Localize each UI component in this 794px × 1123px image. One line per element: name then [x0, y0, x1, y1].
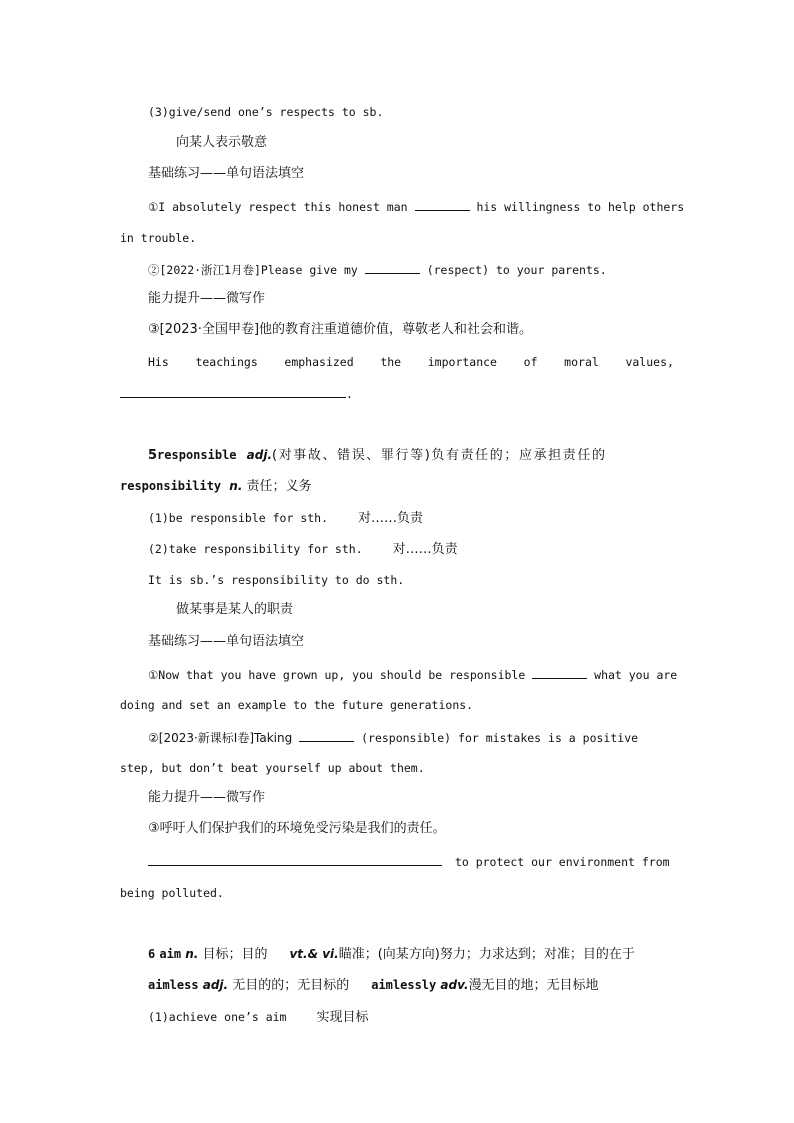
answer-blank	[415, 198, 470, 211]
question-3: ③[2023·全国甲卷]他的教育注重道德价值，尊敬老人和社会和谐。	[148, 322, 533, 337]
phrase-1: (1)be responsible for sth. 对……负责	[148, 511, 424, 526]
entry-aimless: aimless adj. 无目的的；无目标的 aimlessly adv.漫无目的地；无目标地	[148, 978, 599, 993]
question-2: ②[2023·新课标Ⅰ卷]Taking (responsible) for mistakes is a positive	[148, 731, 639, 745]
answer-blank	[120, 385, 346, 398]
headword: aimless	[148, 978, 199, 992]
entry-responsibility: responsibility n. 责任；义务	[120, 479, 312, 494]
answer-blank	[299, 729, 354, 742]
basic-practice-heading: 基础练习——单句语法填空	[148, 166, 305, 181]
question-3-continued: being polluted.	[120, 886, 224, 900]
headword: responsible	[157, 448, 237, 462]
headword: responsibility	[120, 479, 222, 493]
phrase-2: (2)take responsibility for sth. 对……负责	[148, 542, 458, 557]
phrase-3: It is sb.’s responsibility to do sth.	[148, 573, 405, 587]
question-1: ①Now that you have grown up, you should be responsible what you are	[148, 668, 678, 682]
question-2-continued: step, but don’t beat yourself up about them.	[120, 761, 425, 775]
entry-aim: 6 aim n. 目标；目的 vt.& vi.瞄准；(向某方向)努力；力求达到；对准；目的在于	[148, 947, 635, 962]
phrase-3-translation: 做某事是某人的职责	[176, 602, 294, 617]
question-2: ②[2022·浙江1月卷]Please give my (respect) to your parents.	[148, 263, 607, 277]
answer-blank	[148, 853, 442, 866]
question-1-continued: doing and set an example to the future generations.	[120, 698, 474, 712]
advanced-heading: 能力提升——微写作	[148, 291, 266, 306]
phrase-3-translation: 向某人表示敬意	[176, 135, 268, 150]
question-1-continued: in trouble.	[120, 231, 197, 245]
advanced-heading: 能力提升——微写作	[148, 790, 266, 805]
phrase-1: (1)achieve one’s aim 实现目标	[148, 1010, 369, 1025]
headword: aim	[159, 947, 182, 961]
question-3-sentence: His teachings emphasized the importance of moral values,	[148, 355, 674, 369]
basic-practice-heading: 基础练习——单句语法填空	[148, 634, 305, 649]
answer-blank	[365, 261, 420, 274]
phrase-text: (3)give/send one’s respects to sb.	[148, 105, 384, 119]
phrase-3	[148, 104, 383, 120]
answer-blank	[532, 666, 587, 679]
headword: aimlessly	[371, 978, 437, 992]
question-3: ③呼吁人们保护我们的环境免受污染是我们的责任。	[148, 821, 446, 836]
question-3-answer-line: .	[120, 385, 353, 402]
entry-responsible: 5responsible adj.(对事故、错误、罪行等)负有责任的；应承担责任的	[148, 448, 607, 463]
question-3-answer-line: to protect our environment from	[148, 853, 670, 870]
question-1: ①I absolutely respect this honest man his willingness to help others	[148, 200, 685, 214]
